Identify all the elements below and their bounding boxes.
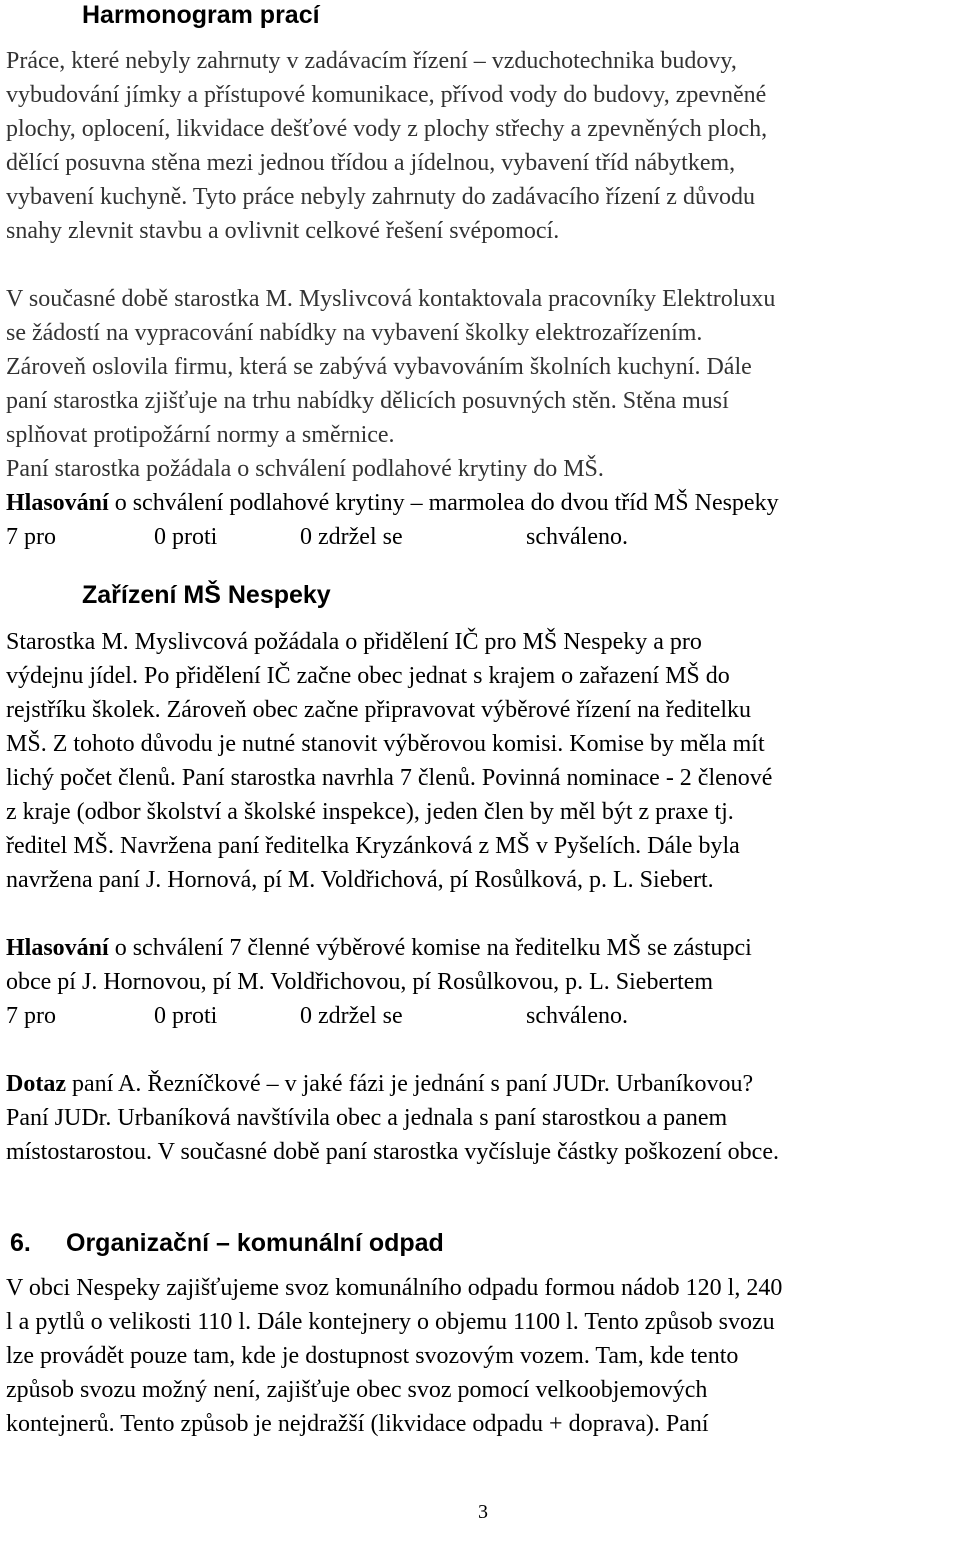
paragraph-line: snahy zlevnit stavbu a ovlivnit celkové řešení svépomocí. [6, 218, 560, 244]
vote-line [6, 933, 752, 963]
paragraph-line: způsob svozu možný není, zajišťuje obec svoz pomocí velkoobjemových [6, 1377, 708, 1403]
section-heading: Zařízení MŠ Nespeky [82, 581, 331, 609]
paragraph-line: MŠ. Z tohoto důvodu je nutné stanovit výběrovou komisi. Komise by měla mít [6, 731, 765, 757]
vote-outcome: schváleno. [526, 1003, 628, 1029]
vote-keyword: Hlasování [6, 935, 109, 961]
vote-line [6, 488, 779, 518]
vote-line: obce pí J. Hornovou, pí M. Voldřichovou, pí Rosůlkovou, p. L. Siebertem [6, 969, 714, 995]
vote-text: o schválení 7 členné výběrové komise na ředitelku MŠ se zástupci [108, 935, 752, 961]
vote-text: o schválení podlahové krytiny – marmolea do dvou tříd MŠ Nespeky [108, 490, 779, 516]
question-text: paní A. Řezníčkové – v jaké fázi je jednání s paní JUDr. Urbaníkovou? [65, 1071, 754, 1097]
paragraph-line: plochy, oplocení, likvidace dešťové vody z plochy střechy a zpevněných ploch, [6, 116, 768, 142]
paragraph-line: splňovat protipožární normy a směrnice. [6, 422, 395, 448]
section-heading: Harmonogram prací [82, 1, 320, 29]
vote-for: 7 pro [6, 524, 56, 550]
paragraph-line: místostarostou. V současné době paní starostka vyčísluje částky poškození obce. [6, 1139, 779, 1165]
paragraph-line: lze provádět pouze tam, kde je dostupnost svozovým vozem. Tam, kde tento [6, 1343, 739, 1369]
vote-for: 7 pro [6, 1003, 56, 1029]
paragraph-line: l a pytlů o velikosti 110 l. Dále kontejnery o objemu 1100 l. Tento způsob svozu [6, 1309, 775, 1335]
vote-result [6, 522, 906, 552]
paragraph-line: Paní starostka požádala o schválení podlahové krytiny do MŠ. [6, 456, 604, 482]
question-keyword: Dotaz [6, 1071, 66, 1097]
vote-against: 0 proti [154, 524, 218, 550]
paragraph-line: Paní JUDr. Urbaníková navštívila obec a jednala s paní starostkou a panem [6, 1105, 728, 1131]
section-heading-row [10, 1228, 910, 1258]
paragraph-line: Starostka M. Myslivcová požádala o přidělení IČ pro MŠ Nespeky a pro [6, 629, 702, 655]
section-heading: Organizační – komunální odpad [66, 1229, 444, 1257]
vote-keyword: Hlasování [6, 490, 109, 516]
paragraph-line: V současné době starostka M. Myslivcová kontaktovala pracovníky Elektroluxu [6, 286, 776, 312]
vote-outcome: schváleno. [526, 524, 628, 550]
paragraph-line: Zároveň oslovila firmu, která se zabývá vybavováním školních kuchyní. Dále [6, 354, 752, 380]
paragraph-line: se žádostí na vypracování nabídky na vybavení školky elektrozařízením. [6, 320, 703, 346]
paragraph-line: paní starostka zjišťuje na trhu nabídky dělicích posuvných stěn. Stěna musí [6, 388, 729, 414]
paragraph-line: rejstříku školek. Zároveň obec začne připravovat výběrové řízení na ředitelku [6, 697, 752, 723]
paragraph-line: výdejnu jídel. Po přidělení IČ začne obec jednat s krajem o zařazení MŠ do [6, 663, 730, 689]
paragraph-line: z kraje (odbor školství a školské inspekce), jeden člen by měl být z praxe tj. [6, 799, 734, 825]
paragraph-line: vybavení kuchyně. Tyto práce nebyly zahrnuty do zadávacího řízení z důvodu [6, 184, 755, 210]
section-number: 6. [10, 1229, 31, 1257]
question-line [6, 1069, 753, 1099]
paragraph-line: navržena paní J. Hornová, pí M. Voldřichová, pí Rosůlková, p. L. Siebert. [6, 867, 714, 893]
paragraph-line: vybudování jímky a přístupové komunikace, přívod vody do budovy, zpevněné [6, 82, 767, 108]
paragraph-line: Práce, které nebyly zahrnuty v zadávacím řízení – vzduchotechnika budovy, [6, 48, 737, 74]
paragraph-line: dělící posuvna stěna mezi jednou třídou a jídelnou, vybavení tříd nábytkem, [6, 150, 736, 176]
paragraph-line: V obci Nespeky zajišťujeme svoz komunálního odpadu formou nádob 120 l, 240 [6, 1275, 783, 1301]
vote-result [6, 1001, 906, 1031]
vote-against: 0 proti [154, 1003, 218, 1029]
vote-abstain: 0 zdržel se [300, 524, 403, 550]
page-number: 3 [478, 1501, 488, 1523]
paragraph-line: lichý počet členů. Paní starostka navrhla 7 členů. Povinná nominace - 2 členové [6, 765, 773, 791]
paragraph-line: kontejnerů. Tento způsob je nejdražší (likvidace odpadu + doprava). Paní [6, 1411, 709, 1437]
vote-abstain: 0 zdržel se [300, 1003, 403, 1029]
paragraph-line: ředitel MŠ. Navržena paní ředitelka Kryzánková z MŠ v Pyšelích. Dále byla [6, 833, 740, 859]
